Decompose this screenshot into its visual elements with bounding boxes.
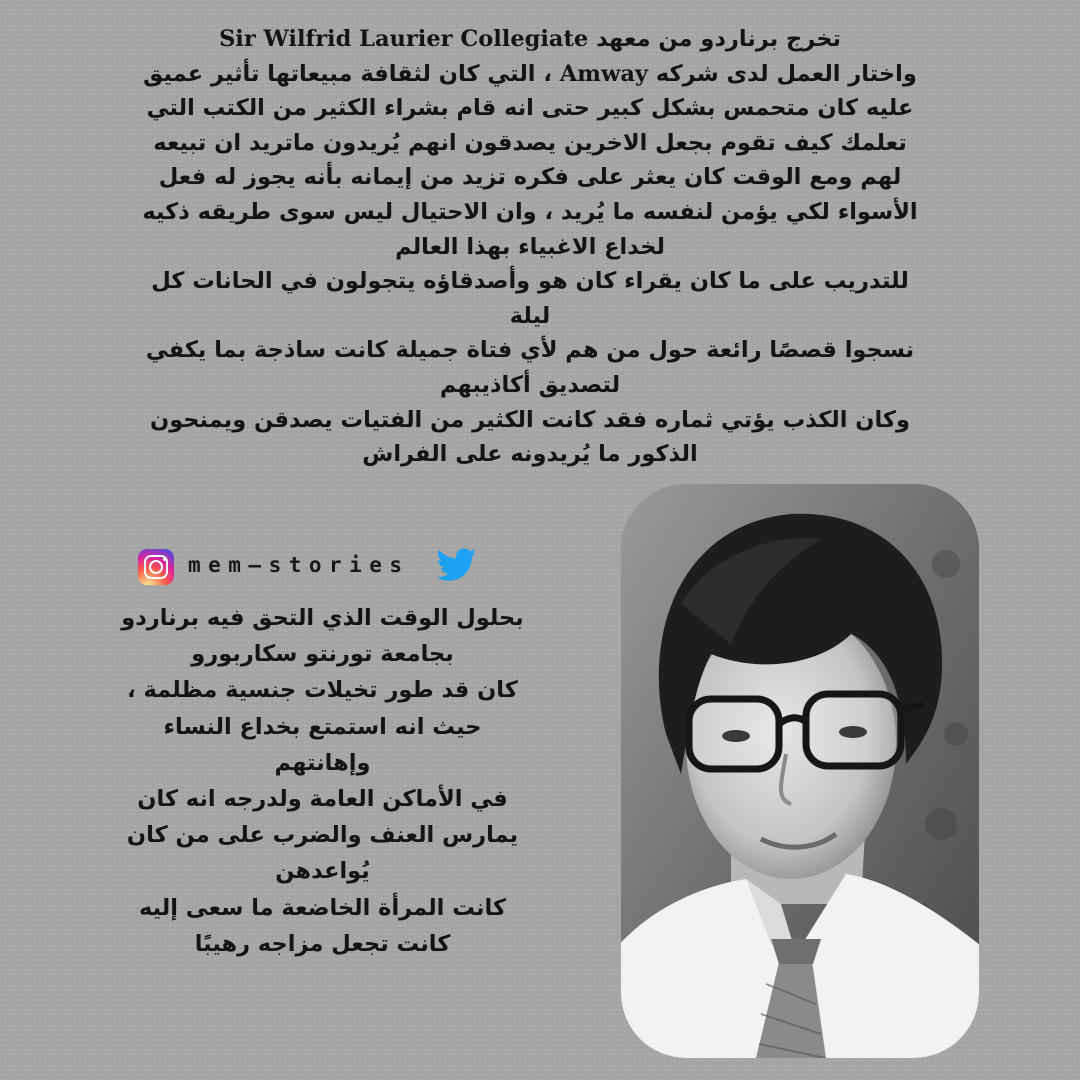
text-line: بحلول الوقت الذي التحق فيه برناردو (121, 605, 524, 631)
text-line: كان قد طور تخيلات جنسية مظلمة ، (127, 677, 518, 704)
text-line: واختار العمل لدى شركه Amway ، التي كان لثقافة مبيعاتها تأثير عميق (143, 60, 917, 87)
top-paragraph (110, 22, 950, 472)
text-line: الأسواء لكي يؤمن لنفسه ما يُريد ، وان الاحتيال ليس سوى طريقه ذكيه (142, 198, 918, 225)
twitter-bird-icon (437, 548, 477, 582)
text-line: تعلمك كيف تقوم بجعل الاخرين يصدقون انهم يُريدون ماتريد ان تبيعه (153, 129, 907, 156)
social-handle (138, 545, 483, 585)
text-line: نسجوا قصصًا رائعة حول من هم لأي فتاة جميلة كانت ساذجة بما يكفي (145, 337, 915, 364)
left-paragraph (95, 600, 550, 962)
instagram-icon (138, 549, 174, 585)
text-line: في الأماكن العامة ولدرجه انه كان (137, 786, 508, 813)
text-line: وإهانتهم (274, 749, 371, 776)
company-name: Amway (559, 60, 649, 87)
text-line: كانت المرأة الخاضعة ما سعى إليه (138, 894, 507, 921)
handle-text: mem–stories (188, 553, 410, 577)
text-line: تخرج برناردو من معهد Sir Wilfrid Laurier Collegiate (219, 26, 841, 52)
text-line: ليلة (509, 302, 551, 329)
portrait-photo (621, 484, 979, 1058)
text-line: كانت تجعل مزاجه رهيبًا (194, 930, 451, 957)
text-line: حيث انه استمتع بخداع النساء (163, 713, 482, 740)
text-line: وكان الكذب يؤتي ثماره فقد كانت الكثير من الفتيات يصدقن ويمنحون (149, 406, 910, 433)
text-line: بجامعة تورنتو سكاربورو (191, 641, 454, 668)
text-line: يُواعدهن (275, 858, 370, 885)
text-line: الذكور ما يُريدونه على الفراش (362, 441, 698, 468)
text-line: عليه كان متحمس بشكل كبير حتى انه قام بشراء الكثير من الكتب التي (146, 95, 914, 122)
portrait-illustration (621, 484, 979, 1058)
text-line: يمارس العنف والضرب على من كان (126, 822, 519, 849)
text-line: لتصديق أكاذيبهم (439, 371, 621, 398)
text-line: للتدريب على ما كان يقراء كان هو وأصدقاؤه يتجولون في الحانات كل (151, 268, 909, 295)
text-line: لخداع الاغبياء بهذا العالم (395, 233, 665, 260)
text-line: لهم ومع الوقت كان يعثر على فكره تزيد من إيمانه بأنه يجوز له فعل (158, 164, 902, 191)
school-name: Sir Wilfrid Laurier Collegiate (219, 26, 589, 52)
